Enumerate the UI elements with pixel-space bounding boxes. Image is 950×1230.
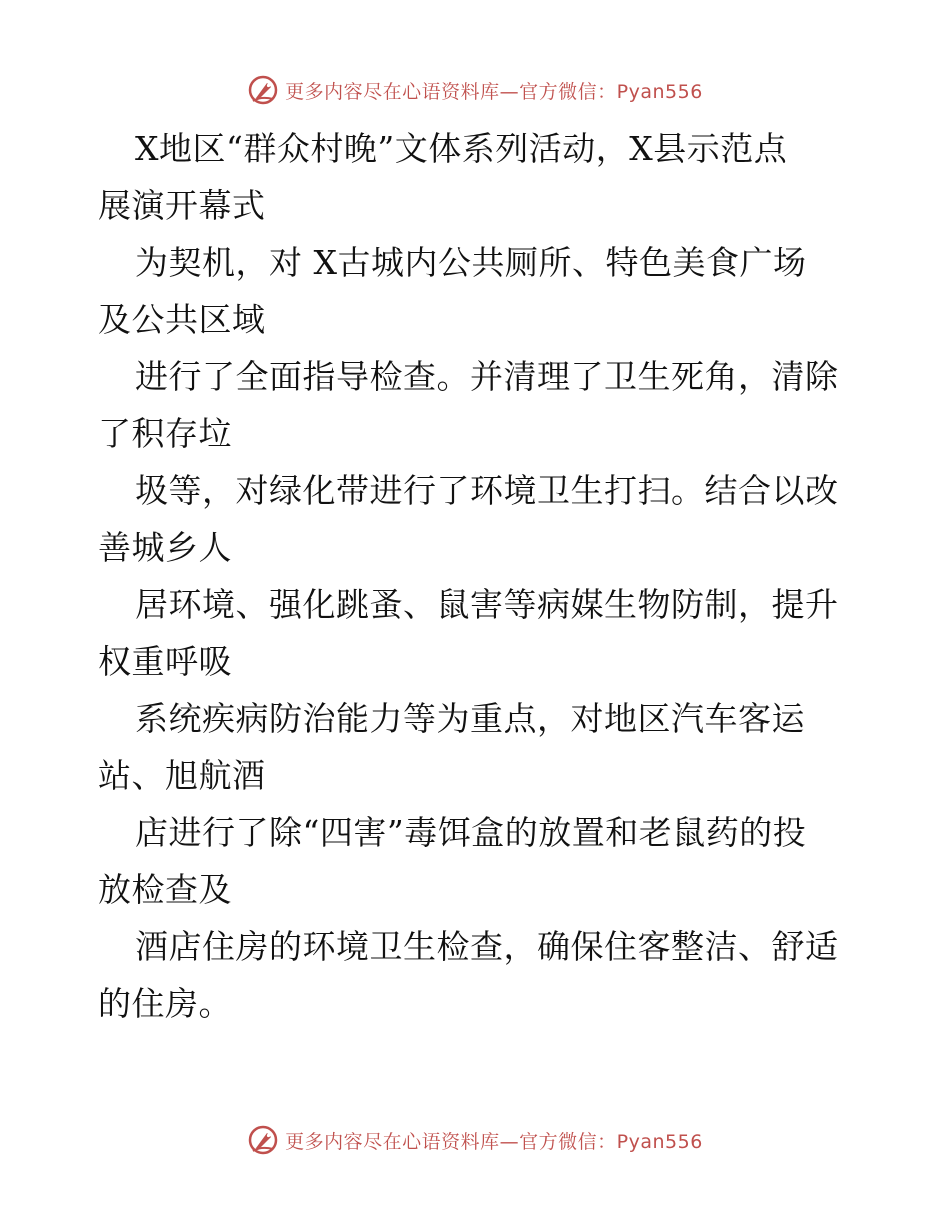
header-banner-text: 更多内容尽在心语资料库—官方微信：Pyan556 <box>285 80 703 103</box>
footer-banner-text: 更多内容尽在心语资料库—官方微信：Pyan556 <box>285 1130 703 1153</box>
paragraph-8 <box>98 918 858 1032</box>
pen-nib-logo-icon <box>247 74 279 106</box>
paragraph-line: 展演开幕式 <box>98 186 266 225</box>
paragraph-1 <box>98 120 858 234</box>
paragraph-line: 店进行了除“四害”毒饵盒的放置和老鼠药的投 <box>135 813 807 852</box>
paragraph-line: 放检查及 <box>98 870 232 909</box>
paragraph-line: 为契机，对 X古城内公共厕所、特色美食广场 <box>135 243 807 282</box>
paragraph-line: 权重呼吸 <box>98 642 232 681</box>
paragraph-4 <box>98 462 858 576</box>
paragraph-line: 系统疾病防治能力等为重点，对地区汽车客运 <box>135 699 805 738</box>
paragraph-line: 了积存垃 <box>98 414 232 453</box>
header-banner <box>0 72 950 108</box>
paragraph-line: 站、旭航酒 <box>98 756 266 795</box>
paragraph-2 <box>98 234 858 348</box>
footer-banner <box>0 1122 950 1158</box>
paragraph-line: 居环境、强化跳蚤、鼠害等病媒生物防制，提升 <box>135 585 839 624</box>
header-banner-content <box>247 74 703 106</box>
paragraph-line: 善城乡人 <box>98 528 232 567</box>
paragraph-line: 酒店住房的环境卫生检查，确保住客整洁、舒适 <box>135 927 839 966</box>
footer-banner-content <box>247 1124 703 1156</box>
paragraph-3 <box>98 348 858 462</box>
document-body <box>98 120 858 1032</box>
paragraph-line: 的住房。 <box>98 984 232 1023</box>
paragraph-6 <box>98 690 858 804</box>
paragraph-7 <box>98 804 858 918</box>
paragraph-line: 进行了全面指导检查。并清理了卫生死角，清除 <box>135 357 839 396</box>
paragraph-line: 及公共区域 <box>98 300 266 339</box>
paragraph-line: 圾等，对绿化带进行了环境卫生打扫。结合以改 <box>135 471 839 510</box>
pen-nib-logo-icon <box>247 1124 279 1156</box>
paragraph-5 <box>98 576 858 690</box>
paragraph-line: X地区“群众村晚”文体系列活动，X县示范点 <box>135 129 788 168</box>
